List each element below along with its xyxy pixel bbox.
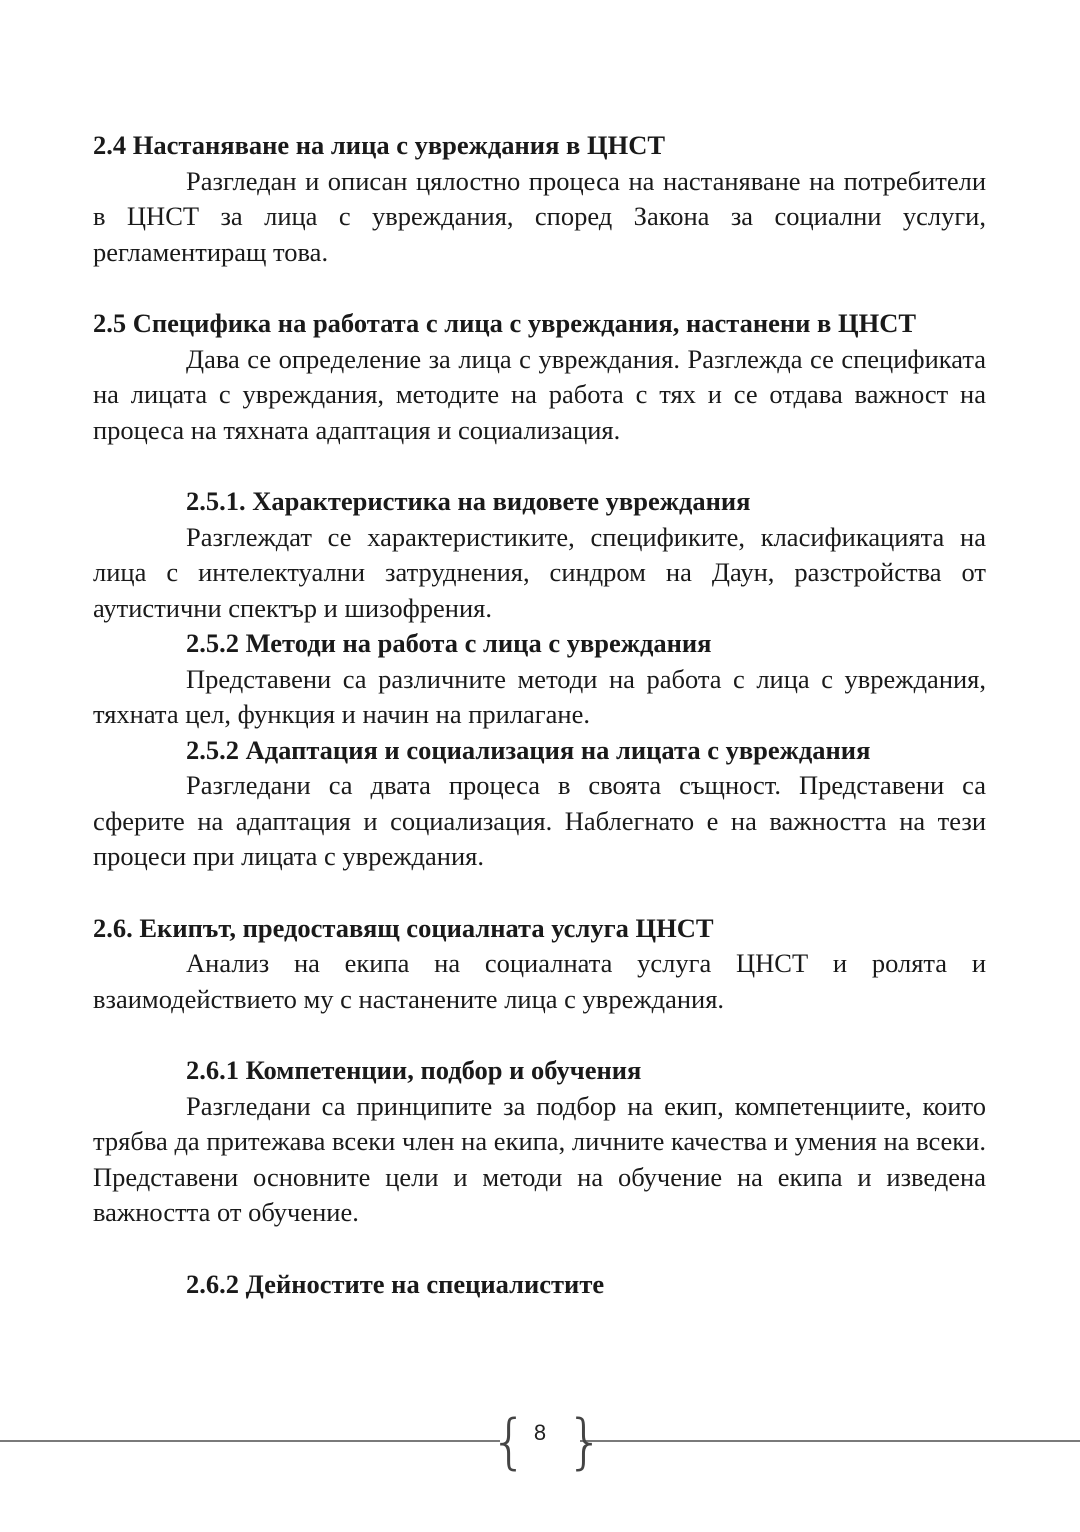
section-text-2-5-2-adaptation: Разгледани са двата процеса в своята същност. Представени са сферите на адаптация и социализация. Наблегнато е на важността на тези процеси при лицата с увреждания. bbox=[93, 770, 986, 871]
page-number: 8 bbox=[533, 1420, 547, 1445]
section-heading-2-5: 2.5 Специфика на работата с лица с увреждания, настанени в ЦНСТ bbox=[93, 308, 917, 338]
section-heading-2-6-1: 2.6.1 Компетенции, подбор и обучения bbox=[186, 1055, 642, 1085]
right-brace-icon: } bbox=[566, 1407, 605, 1477]
left-brace-icon: { bbox=[490, 1407, 529, 1477]
footer-rule-left bbox=[0, 1440, 500, 1442]
section-text-2-6-1: Разгледани са принципите за подбор на екип, компетенциите, които трябва да притежава всеки член на екипа, личните качества и умения на всеки. Представени основните цели и методи на обучение на екипа и изведена важността от обучение. bbox=[93, 1090, 986, 1227]
section-text-2-5: Дава се определение за лица с увреждания. Разглежда се спецификата на лицата с увреждания, методите на работа с тях и се отдава важност на процеса на тяхната адаптация и социализация. bbox=[93, 343, 986, 445]
section-heading-2-5-1: 2.5.1. Характеристика на видовете увреждания bbox=[186, 486, 751, 516]
section-heading-2-5-2-methods: 2.5.2 Методи на работа с лица с увреждания bbox=[186, 628, 712, 658]
section-heading-2-6-2: 2.6.2 Дейностите на специалистите bbox=[186, 1268, 605, 1299]
section-heading-2-4: 2.4 Настаняване на лица с увреждания в ЦНСТ bbox=[93, 130, 666, 160]
section-text-2-5-1: Разглеждат се характеристиките, спецификите, класификацията на лица с интелектуални затруднения, синдром на Даун, разстройства от аутистични спектър и шизофрения. bbox=[93, 521, 986, 623]
footer-rule-right bbox=[580, 1440, 1080, 1442]
section-text-2-6: Анализ на екипа на социалната услуга ЦНСТ и ролята и взаимодействието му с настанените лица с увреждания. bbox=[93, 948, 986, 1014]
section-heading-2-6: 2.6. Екипът, предоставящ социалната услуга ЦНСТ bbox=[93, 912, 714, 943]
section-text-2-4: Разгледан и описан цялостно процеса на настаняване на потребители в ЦНСТ за лица с увреждания, според Закона за социални услуги, регламентиращ това. bbox=[93, 165, 986, 267]
section-heading-2-5-2-adaptation: 2.5.2 Адаптация и социализация на лицата с увреждания bbox=[186, 734, 871, 765]
section-text-2-5-2-methods: Представени са различните методи на работа с лица с увреждания, тяхната цел, функция и начин на прилагане. bbox=[93, 663, 986, 729]
document-body bbox=[93, 128, 986, 1302]
